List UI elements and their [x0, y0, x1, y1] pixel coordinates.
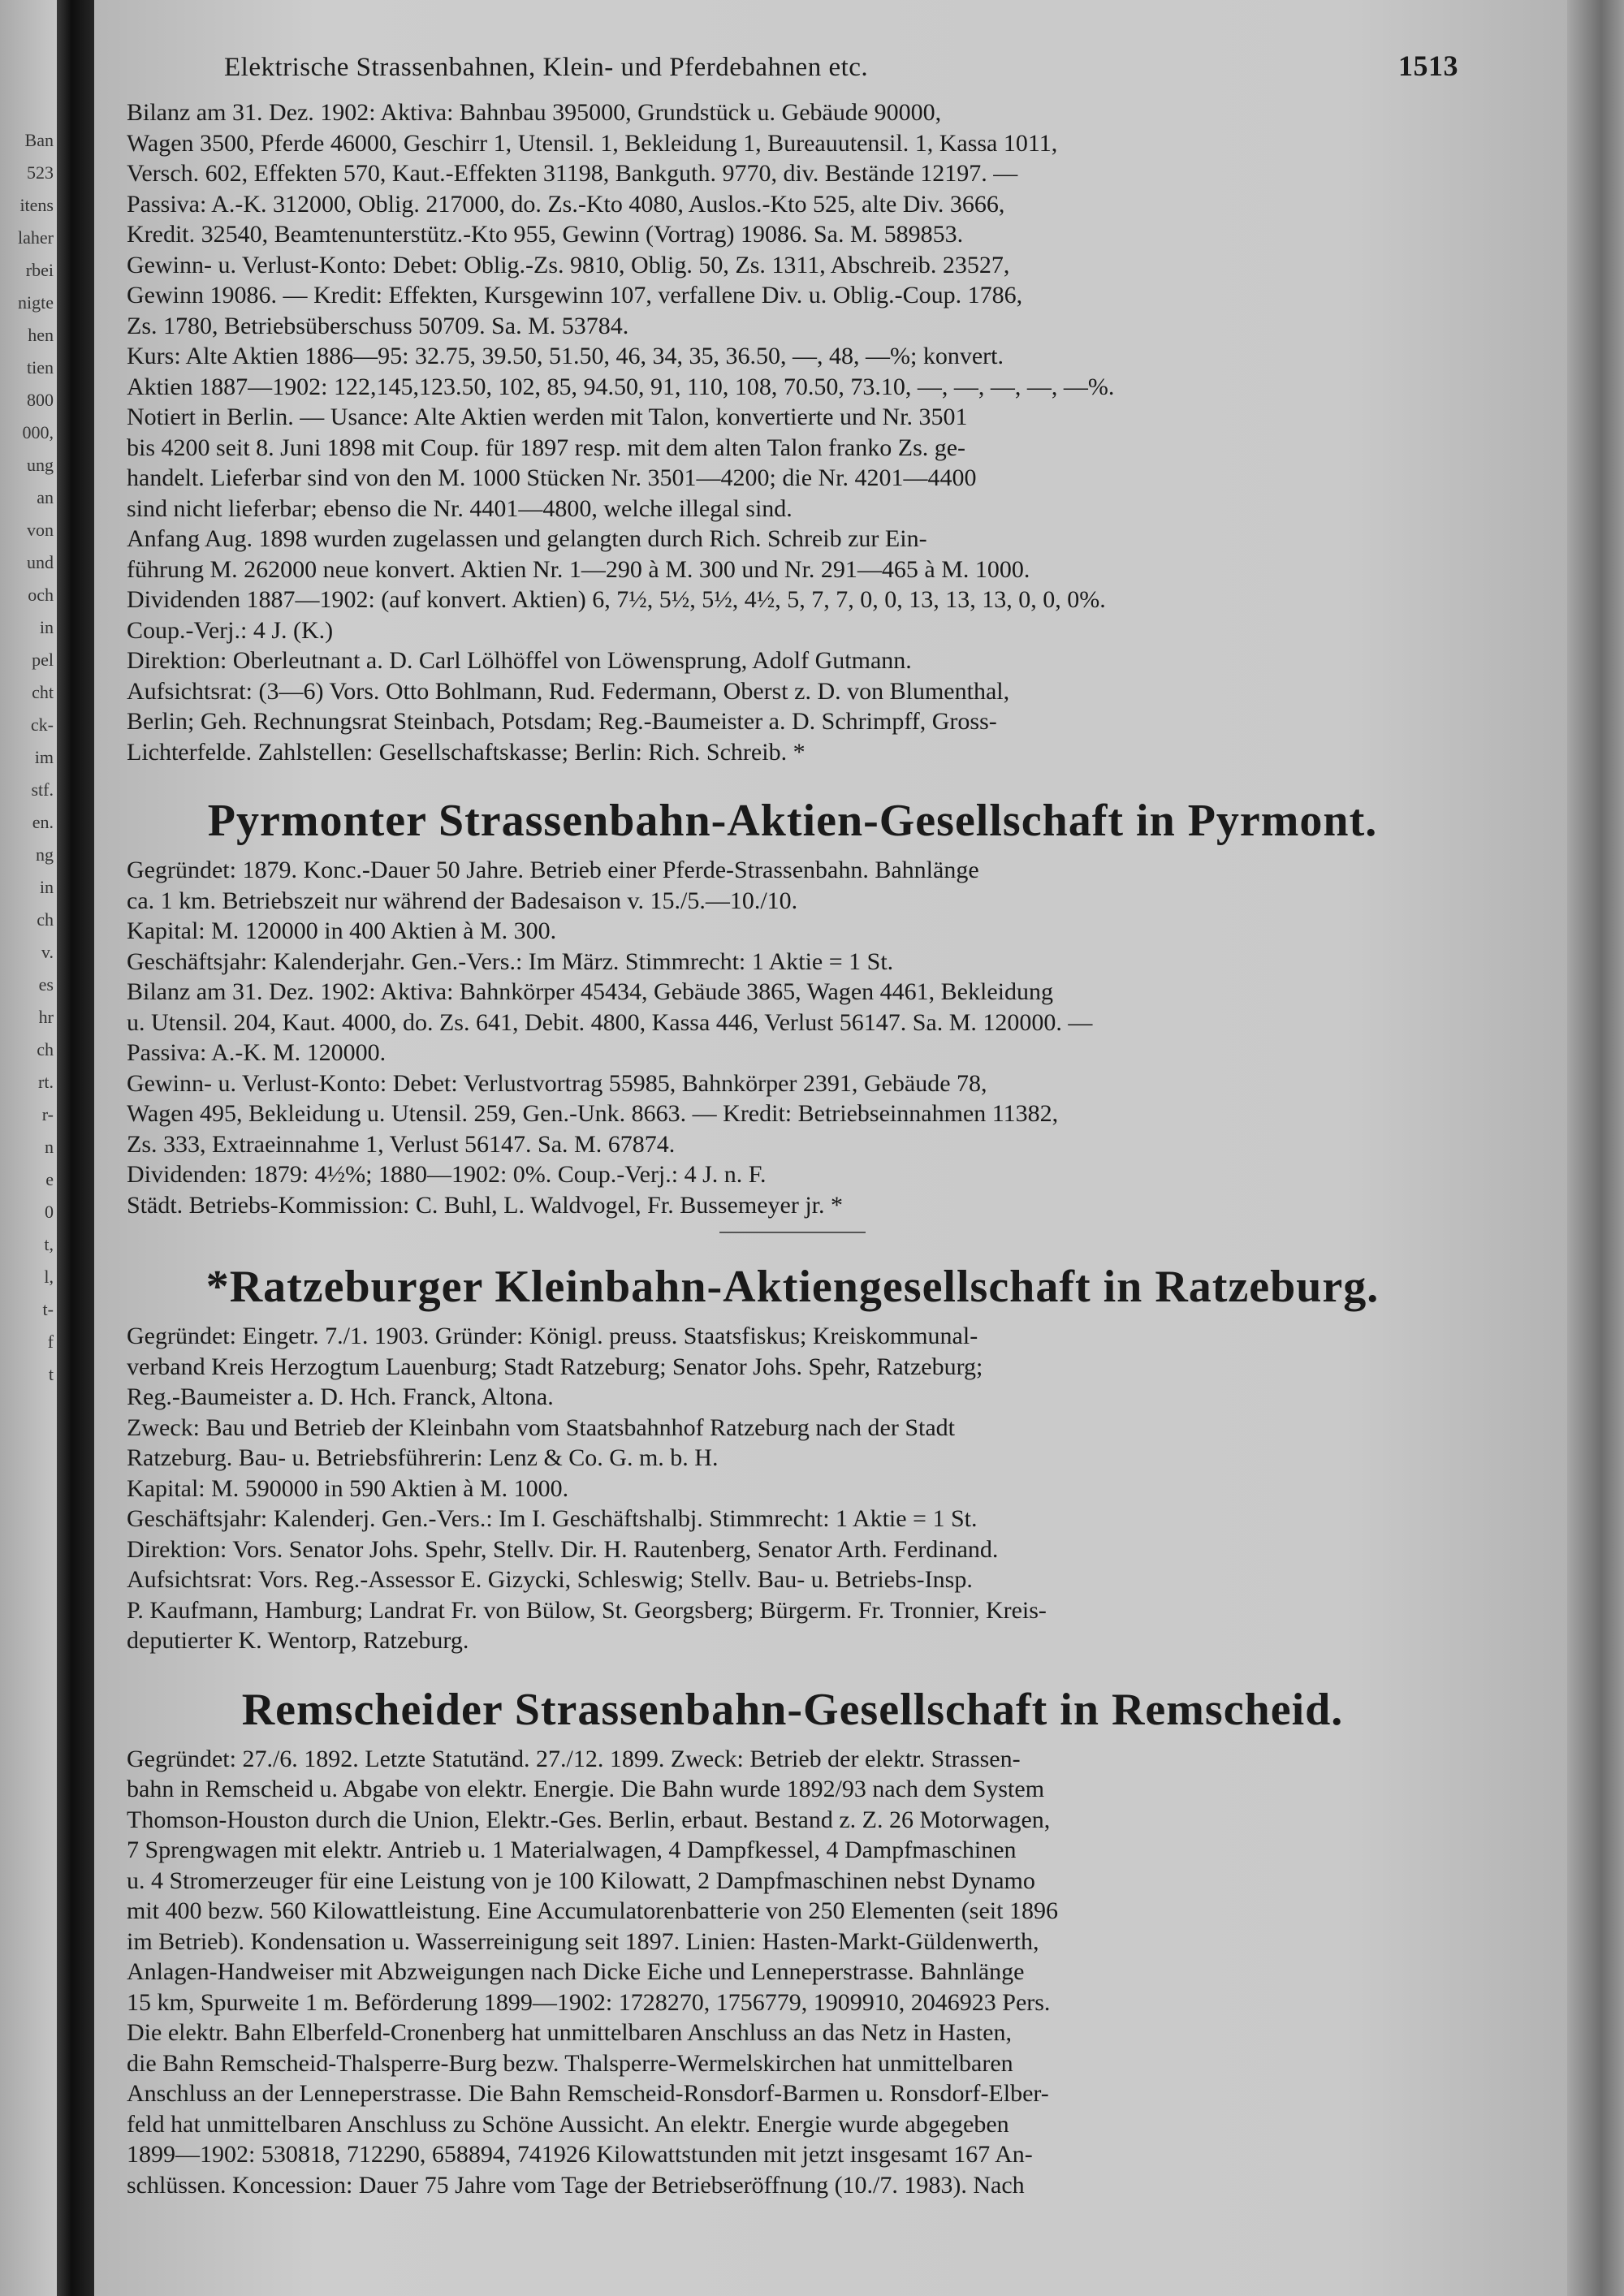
facing-page-fragment: in: [39, 617, 54, 637]
facing-page-fragment: 0: [45, 1202, 54, 1222]
text-line: sind nicht lieferbar; ebenso die Nr. 4401—4800, welche illegal sind.: [127, 494, 793, 522]
text-line: Berlin; Geh. Rechnungsrat Steinbach, Potsdam; Reg.-Baumeister a. D. Schrimpff, Gross-: [127, 708, 997, 735]
page-number: 1513: [1398, 50, 1458, 82]
text-line: 1899—1902: 530818, 712290, 658894, 741926 Kilowattstunden mit jetzt insgesamt 167 An-: [127, 2141, 1033, 2168]
text-line: Aktien 1887—1902: 122,145,123.50, 102, 85, 94.50, 91, 110, 108, 70.50, 73.10, —, —, —, —, —%.: [127, 373, 1115, 400]
text-line: Reg.-Baumeister a. D. Hch. Franck, Altona.: [127, 1383, 554, 1410]
section-previous-company: [127, 97, 1458, 767]
text-line: 15 km, Spurweite 1 m. Beförderung 1899—1902: 1728270, 1756779, 1909910, 2046923 Pers.: [127, 1988, 1051, 2016]
text-line: u. Utensil. 204, Kaut. 4000, do. Zs. 641, Debit. 4800, Kassa 446, Verlust 56147. Sa. M. 120000. —: [127, 1008, 1093, 1036]
facing-page-fragment: hen: [28, 325, 54, 345]
facing-page-fragment: f: [47, 1331, 54, 1352]
text-line: P. Kaufmann, Hamburg; Landrat Fr. von Bülow, St. Georgsberg; Bürgerm. Fr. Tronnier, Kreis-: [127, 1596, 1047, 1624]
text-line: Gegründet: 1879. Konc.-Dauer 50 Jahre. Betrieb einer Pferde-Strassenbahn. Bahnlänge: [127, 857, 979, 883]
text-line: Coup.-Verj.: 4 J. (K.): [127, 616, 334, 644]
text-line: handelt. Lieferbar sind von den M. 1000 Stücken Nr. 3501—4200; die Nr. 4201—4400: [127, 464, 977, 491]
text-line: Anfang Aug. 1898 wurden zugelassen und gelangten durch Rich. Schreib zur Ein-: [127, 525, 927, 552]
facing-page-fragment: stf.: [31, 779, 54, 800]
text-line: Kapital: M. 120000 in 400 Aktien à M. 300.: [127, 917, 557, 944]
text-line: im Betrieb). Kondensation u. Wasserreinigung seit 1897. Linien: Hasten-Markt-Güldenwerth,: [127, 1927, 1039, 1955]
text-line: führung M. 262000 neue konvert. Aktien Nr. 1—290 à M. 300 und Nr. 291—465 à M. 1000.: [127, 555, 1030, 583]
running-header: [224, 49, 1458, 83]
text-line: 7 Sprengwagen mit elektr. Antrieb u. 1 Materialwagen, 4 Dampfkessel, 4 Dampfmaschinen: [127, 1836, 1017, 1863]
text-line: bis 4200 seit 8. Juni 1898 mit Coup. für 1897 resp. mit dem alten Talon franko Zs. ge-: [127, 434, 966, 461]
text-line: verband Kreis Herzogtum Lauenburg; Stadt Ratzeburg; Senator Johs. Spehr, Ratzeburg;: [127, 1353, 983, 1380]
book-spine: [57, 0, 94, 2296]
text-line: Kredit. 32540, Beamtenunterstütz.-Kto 955, Gewinn (Vortrag) 19086. Sa. M. 589853.: [127, 221, 964, 248]
section-divider: [719, 1232, 866, 1233]
text-line: Thomson-Houston durch die Union, Elektr.-Ges. Berlin, erbaut. Bestand z. Z. 26 Motorwagen,: [127, 1806, 1051, 1833]
heading-remscheid: Remscheider Strassenbahn-Gesellschaft in Remscheid.: [241, 1684, 1344, 1735]
section-pyrmont: [127, 855, 1458, 1220]
text-line: Gegründet: 27./6. 1892. Letzte Statutänd. 27./12. 1899. Zweck: Betrieb der elektr. Strassen-: [127, 1745, 1021, 1772]
facing-page-fragment: ck-: [30, 714, 54, 735]
text-line: Passiva: A.-K. M. 120000.: [127, 1039, 387, 1066]
facing-page-fragment: im: [34, 747, 54, 767]
facing-page-fragment: ung: [27, 455, 54, 475]
heading-pyrmont: Pyrmonter Strassenbahn-Aktien-Gesellschaft in Pyrmont.: [207, 796, 1378, 846]
facing-page-fragment: v.: [41, 942, 54, 962]
text-line: Versch. 602, Effekten 570, Kaut.-Effekten 31198, Bankguth. 9770, div. Bestände 12197. —: [127, 160, 1018, 187]
facing-page-fragment: von: [27, 520, 54, 540]
text-line: Aufsichtsrat: (3—6) Vors. Otto Bohlmann, Rud. Federmann, Oberst z. D. von Blumenthal,: [127, 677, 1010, 705]
text-line: Kapital: M. 590000 in 590 Aktien à M. 1000.: [127, 1474, 569, 1502]
facing-page-fragment: itens: [19, 195, 54, 215]
text-line: Anschluss an der Lenneperstrasse. Die Bahn Remscheid-Ronsdorf-Barmen u. Ronsdorf-Elber-: [127, 2080, 1049, 2107]
text-line: mit 400 bezw. 560 Kilowattleistung. Eine Accumulatorenbatterie von 250 Elementen (seit 1896: [127, 1897, 1058, 1924]
facing-page-fragment: n: [45, 1137, 54, 1157]
facing-page-fragment: t-: [42, 1299, 54, 1319]
text-line: feld hat unmittelbaren Anschluss zu Schöne Aussicht. An elektr. Energie wurde abgegeben: [127, 2110, 1009, 2138]
facing-page-fragment: es: [38, 974, 54, 995]
text-line: Anlagen-Handweiser mit Abzweigungen nach Dicke Eiche und Lenneperstrasse. Bahnlänge: [127, 1958, 1025, 1985]
facing-page-fragment: tien: [27, 357, 54, 378]
text-line: Passiva: A.-K. 312000, Oblig. 217000, do. Zs.-Kto 4080, Auslos.-Kto 525, alte Div. 3666,: [127, 190, 1005, 218]
facing-page-fragment: ng: [36, 844, 54, 865]
text-line: Direktion: Oberleutnant a. D. Carl Lölhöffel von Löwensprung, Adolf Gutmann.: [127, 647, 912, 674]
facing-page-fragment: pel: [32, 650, 54, 670]
facing-page-fragment: t: [48, 1364, 54, 1384]
facing-page-fragment: an: [37, 487, 54, 507]
header-title: Elektrische Strassenbahnen, Klein- und Pferdebahnen etc.: [224, 53, 869, 82]
text-line: Dividenden 1887—1902: (auf konvert. Aktien) 6, 7½, 5½, 5½, 4½, 5, 7, 7, 0, 0, 13, 13, 13, 0, 0, 0%.: [127, 586, 1106, 613]
text-line: Geschäftsjahr: Kalenderjahr. Gen.-Vers.: Im März. Stimmrecht: 1 Aktie = 1 St.: [127, 947, 894, 975]
facing-page-fragment: och: [28, 585, 54, 605]
text-line: Gewinn 19086. — Kredit: Effekten, Kursgewinn 107, verfallene Div. u. Oblig.-Coup. 1786,: [127, 282, 1023, 309]
facing-page-fragment: in: [39, 877, 54, 897]
section-remscheid: [127, 1744, 1458, 2201]
facing-page-fragment: 800: [27, 390, 54, 410]
facing-page-fragment: Ban: [24, 130, 54, 150]
facing-page-fragment: hr: [38, 1007, 54, 1027]
facing-page-fragment: rt.: [38, 1072, 54, 1092]
facing-page-fragment: 523: [27, 162, 54, 183]
text-line: Geschäftsjahr: Kalenderj. Gen.-Vers.: Im I. Geschäftshalbj. Stimmrecht: 1 Aktie = 1 St.: [127, 1505, 978, 1532]
text-line: Zweck: Bau und Betrieb der Kleinbahn vom Staatsbahnhof Ratzeburg nach der Stadt: [127, 1413, 955, 1441]
facing-page-fragment: en.: [32, 812, 54, 832]
facing-page-fragment: e: [45, 1169, 54, 1189]
right-page-edge: [1567, 0, 1624, 2296]
text-line: Gewinn- u. Verlust-Konto: Debet: Oblig.-Zs. 9810, Oblig. 50, Zs. 1311, Abschreib. 23527,: [127, 251, 1010, 278]
text-line: Bilanz am 31. Dez. 1902: Aktiva: Bahnkörper 45434, Gebäude 3865, Wagen 4461, Bekleidung: [127, 978, 1053, 1005]
text-line: Zs. 333, Extraeinnahme 1, Verlust 56147. Sa. M. 67874.: [127, 1130, 676, 1158]
left-page-strip: [0, 0, 57, 2296]
facing-page-fragment: t,: [44, 1234, 54, 1254]
facing-page-fragment: laher: [18, 227, 54, 248]
facing-page-fragment: ch: [37, 909, 54, 930]
text-line: Lichterfelde. Zahlstellen: Gesellschaftskasse; Berlin: Rich. Schreib. *: [127, 738, 806, 766]
text-line: Direktion: Vors. Senator Johs. Spehr, Stellv. Dir. H. Rautenberg, Senator Arth. Ferdinand.: [127, 1535, 999, 1563]
facing-page-fragment: r-: [41, 1104, 54, 1124]
heading-ratzeburg: *Ratzeburger Kleinbahn-Aktiengesellschaft in Ratzeburg.: [205, 1262, 1380, 1312]
page: [94, 0, 1567, 2296]
facing-page-fragment: cht: [32, 682, 54, 702]
text-line: Wagen 3500, Pferde 46000, Geschirr 1, Utensil. 1, Bekleidung 1, Bureauutensil. 1, Kassa 1011,: [127, 129, 1058, 157]
facing-page-fragment: ch: [37, 1039, 54, 1060]
text-line: Gegründet: Eingetr. 7./1. 1903. Gründer: Königl. preuss. Staatsfiskus; Kreiskommunal-: [127, 1323, 978, 1349]
facing-page-fragment: 000,: [22, 422, 54, 442]
text-line: Wagen 495, Bekleidung u. Utensil. 259, Gen.-Unk. 8663. — Kredit: Betriebseinnahmen 11382,: [127, 1100, 1059, 1127]
text-line: deputierter K. Wentorp, Ratzeburg.: [127, 1627, 469, 1654]
page-content: [127, 49, 1458, 2200]
facing-page-fragment: l,: [44, 1267, 54, 1287]
text-line: Zs. 1780, Betriebsüberschuss 50709. Sa. M. 53784.: [127, 312, 629, 339]
text-line: schlüssen. Koncession: Dauer 75 Jahre vom Tage der Betriebseröffnung (10./7. 1983). Nach: [127, 2171, 1025, 2199]
text-line: Bilanz am 31. Dez. 1902: Aktiva: Bahnbau 395000, Grundstück u. Gebäude 90000,: [127, 99, 942, 126]
text-line: bahn in Remscheid u. Abgabe von elektr. Energie. Die Bahn wurde 1892/93 nach dem System: [127, 1776, 1045, 1802]
text-line: Gewinn- u. Verlust-Konto: Debet: Verlustvortrag 55985, Bahnkörper 2391, Gebäude 78,: [127, 1069, 987, 1097]
text-line: Notiert in Berlin. — Usance: Alte Aktien werden mit Talon, konvertierte und Nr. 3501: [127, 404, 968, 430]
text-line: Die elektr. Bahn Elberfeld-Cronenberg hat unmittelbaren Anschluss an das Netz in Hasten,: [127, 2019, 1012, 2046]
text-line: Aufsichtsrat: Vors. Reg.-Assessor E. Gizycki, Schleswig; Stellv. Bau- u. Betriebs-Insp.: [127, 1566, 973, 1593]
text-line: Ratzeburg. Bau- u. Betriebsführerin: Lenz & Co. G. m. b. H.: [127, 1444, 719, 1471]
section-ratzeburg: [127, 1321, 1458, 1656]
facing-page-fragment: nigte: [18, 292, 54, 313]
text-line: die Bahn Remscheid-Thalsperre-Burg bezw. Thalsperre-Wermelskirchen hat unmittelbaren: [127, 2049, 1013, 2077]
text-line: u. 4 Stromerzeuger für eine Leistung von je 100 Kilowatt, 2 Dampfmaschinen nebst Dynamo: [127, 1867, 1035, 1894]
text-line: Dividenden: 1879: 4½%; 1880—1902: 0%. Coup.-Verj.: 4 J. n. F.: [127, 1161, 767, 1188]
text-line: Städt. Betriebs-Kommission: C. Buhl, L. Waldvogel, Fr. Bussemeyer jr. *: [127, 1191, 843, 1219]
text-line: Kurs: Alte Aktien 1886—95: 32.75, 39.50, 51.50, 46, 34, 35, 36.50, —, 48, —%; konvert.: [127, 343, 1004, 369]
text-line: ca. 1 km. Betriebszeit nur während der Badesaison v. 15./5.—10./10.: [127, 887, 798, 914]
facing-page-fragment: und: [27, 552, 54, 572]
facing-page-fragment: rbei: [25, 260, 54, 280]
